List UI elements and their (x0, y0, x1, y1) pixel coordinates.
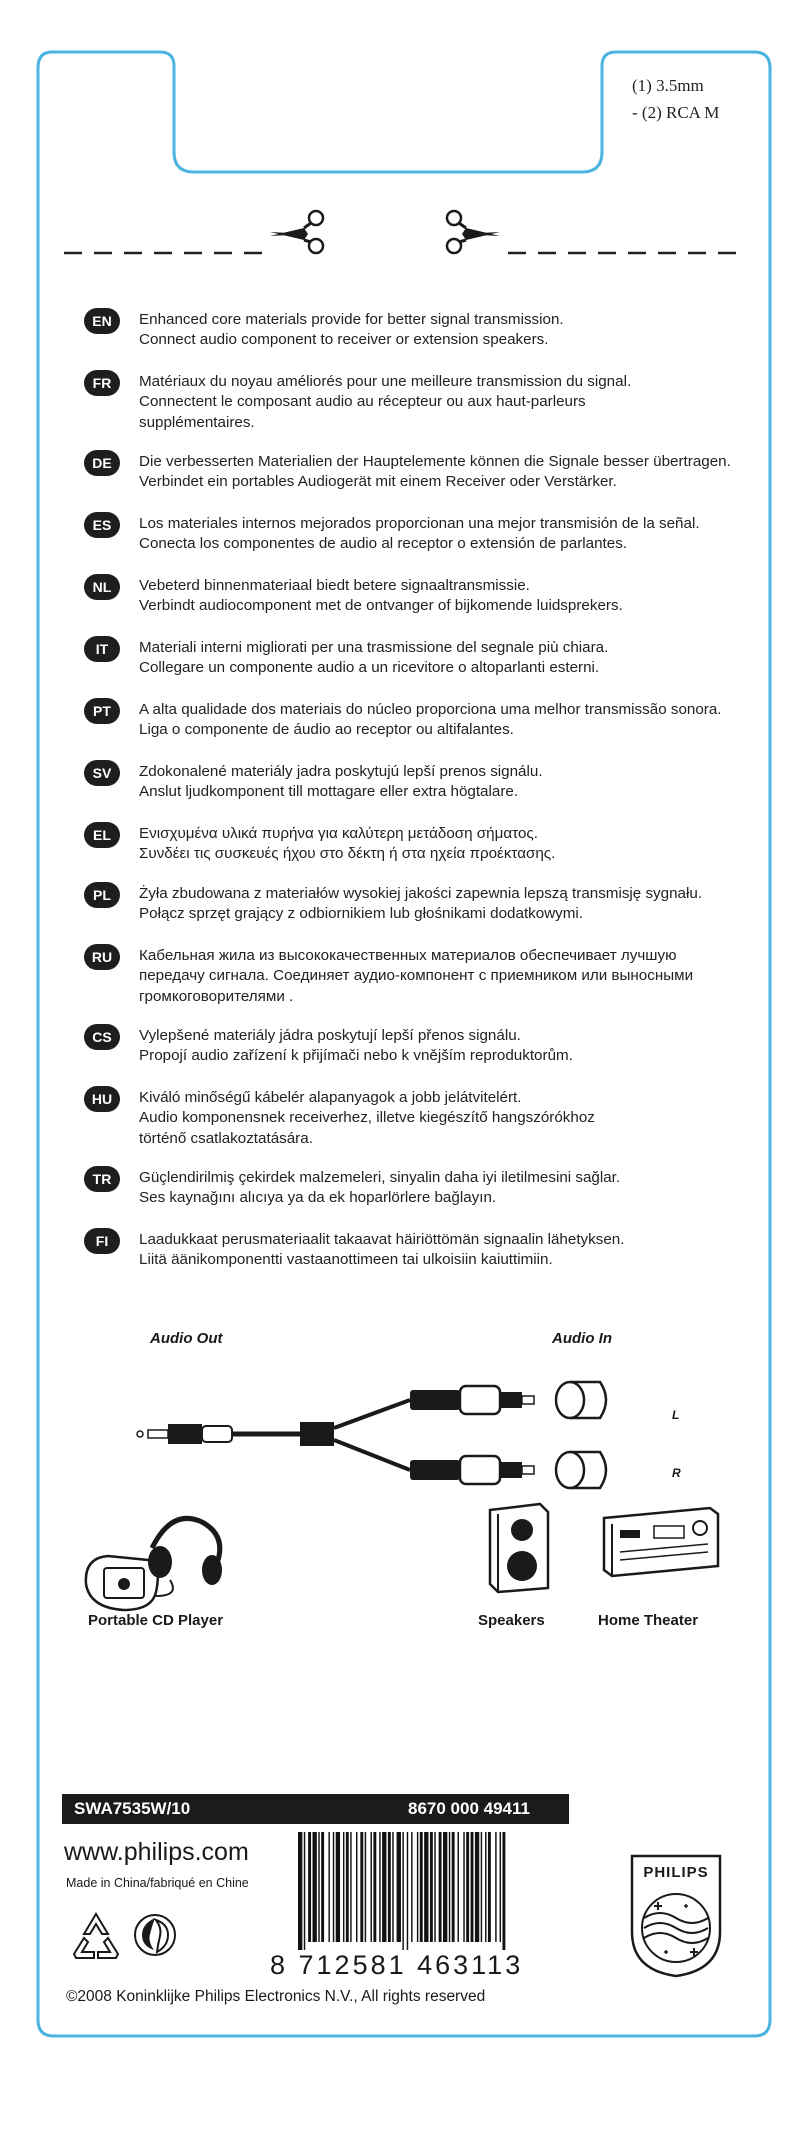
cd-player-label: Portable CD Player (88, 1612, 224, 1629)
cd-player-icon (80, 1500, 240, 1615)
language-badge: SV (84, 760, 120, 786)
barcode-bar (350, 1832, 351, 1942)
model-number: SWA7535W/10 (74, 1799, 191, 1818)
language-text (139, 1168, 779, 1209)
language-line: Połącz sprzęt grający z odbiornikiem lub głośnikami dodatkowymi. (139, 905, 584, 923)
barcode-bar (500, 1832, 501, 1942)
language-line: Connectent le composant audio au récepteur ou aux haut-parleurs (139, 393, 586, 411)
barcode-bar (495, 1832, 496, 1942)
language-text (139, 1026, 779, 1067)
barcode-bar (318, 1832, 319, 1942)
barcode-bar (402, 1832, 403, 1950)
language-text (139, 1230, 779, 1271)
made-in: Made in China/fabriqué en Chine (66, 1876, 249, 1890)
language-line: Die verbesserten Materialien der Hauptelemente können die Signale besser übertragen. (139, 453, 731, 470)
language-badge: CS (84, 1024, 120, 1050)
language-line: Vebeterd binnenmateriaal biedt betere signaaltransmissie. (139, 577, 530, 594)
language-text (139, 576, 779, 617)
y-cable-diagram (130, 1370, 690, 1500)
language-badge: ES (84, 512, 120, 538)
barcode-bar (424, 1832, 428, 1942)
brand-name: PHILIPS (643, 1864, 709, 1881)
barcode-bar (373, 1832, 376, 1942)
barcode-bar (365, 1832, 366, 1942)
barcode-bar (471, 1832, 474, 1942)
language-line: Materiali interni migliorati per una trasmissione del segnale più chiara. (139, 639, 609, 656)
language-line: Matériaux du noyau améliorés pour une meilleure transmission du signal. (139, 373, 632, 390)
barcode-bar (356, 1832, 357, 1942)
barcode-bar (371, 1832, 372, 1942)
barcode-bar (458, 1832, 459, 1942)
barcode-bar (343, 1832, 344, 1942)
language-line: передачу сигнала. Соединяет аудио-компонент с приемником или выносными (139, 967, 694, 985)
channel-r-label: R (672, 1466, 681, 1480)
barcode-bar (407, 1832, 408, 1950)
model-strip (62, 1794, 569, 1824)
barcode-bar (321, 1832, 324, 1942)
language-line: történő csatlakoztatására. (139, 1129, 313, 1147)
barcode-bar (417, 1832, 418, 1942)
hook-spec-line2: - (2) RCA M (632, 103, 720, 122)
barcode-bar (452, 1832, 455, 1942)
barcode-bar (304, 1832, 305, 1950)
language-badge: NL (84, 574, 120, 600)
cut-line (60, 205, 750, 275)
language-text (139, 372, 779, 433)
barcode-bar (313, 1832, 317, 1942)
language-line: supplémentaires. (139, 413, 255, 431)
barcode-bar (443, 1832, 447, 1942)
language-text (139, 452, 779, 493)
language-badge: EN (84, 308, 120, 334)
language-line: Verbindt audiocomponent met de ontvanger of bijkomende luidsprekers. (139, 597, 623, 615)
website: www.philips.com (64, 1838, 249, 1866)
language-badge: PT (84, 698, 120, 724)
hook-spec (632, 72, 719, 126)
language-line: громкоговорителями . (139, 987, 294, 1005)
language-line: Кабельная жила из высококачественных материалов обеспечивает лучшую (139, 947, 677, 964)
language-line: Güçlendirilmiş çekirdek malzemeleri, sinyalin daha iyi iletilmesini sağlar. (139, 1169, 621, 1186)
home-theater-icon (600, 1500, 720, 1585)
language-badge: FI (84, 1228, 120, 1254)
barcode-bar (430, 1832, 433, 1942)
language-line: Propojí audio zařízení k přijímači nebo k vnějším reproduktorům. (139, 1047, 573, 1065)
language-badge: DE (84, 450, 120, 476)
speaker-icon (486, 1500, 552, 1595)
barcode-bar (449, 1832, 450, 1942)
language-line: Enhanced core materials provide for better signal transmission. (139, 311, 564, 328)
language-text (139, 310, 779, 351)
language-text (139, 514, 779, 555)
language-text (139, 946, 779, 1007)
audio-out-label: Audio Out (150, 1330, 223, 1347)
barcode-bar (346, 1832, 349, 1942)
barcode-bar (328, 1832, 329, 1942)
barcode-bar (411, 1832, 412, 1942)
barcode-bar (360, 1832, 363, 1942)
language-badge: PL (84, 882, 120, 908)
barcode-bar (466, 1832, 469, 1942)
barcode-bar (502, 1832, 505, 1950)
barcode-bar (420, 1832, 423, 1942)
recycle-icon (68, 1910, 124, 1960)
language-line: Συνδέει τις συσκευές ήχου στο δέκτη ή στα ηχεία προέκτασης. (139, 845, 556, 863)
language-line: Los materiales internos mejorados proporcionan una mejor transmisión de la señal. (139, 515, 700, 532)
language-text (139, 1088, 779, 1149)
language-badge: FR (84, 370, 120, 396)
barcode-bar (475, 1832, 479, 1942)
scissors-icon (440, 202, 506, 256)
barcode-bar (434, 1832, 435, 1942)
green-dot-icon (132, 1912, 178, 1958)
language-line: Connect audio component to receiver or extension speakers. (139, 331, 549, 349)
audio-in-label: Audio In (552, 1330, 612, 1347)
barcode-bar (382, 1832, 386, 1942)
speakers-label: Speakers (478, 1612, 545, 1629)
language-line: Liga o componente de áudio ao receptor ou altifalantes. (139, 721, 514, 739)
barcode-bar (308, 1832, 311, 1942)
language-line: Ενισχυμένα υλικά πυρήνα για καλύτερη μετάδοση σήματος. (139, 825, 538, 842)
barcode-bar (397, 1832, 401, 1942)
philips-shield-icon (628, 1852, 724, 1980)
channel-l-label: L (672, 1408, 680, 1422)
language-line: Conecta los componentes de audio al receptor o extensión de parlantes. (139, 535, 628, 553)
barcode-bar (488, 1832, 491, 1942)
barcode-bar (333, 1832, 334, 1942)
language-text (139, 824, 779, 865)
barcode (296, 1832, 572, 1950)
language-badge: TR (84, 1166, 120, 1192)
barcode-bar (336, 1832, 340, 1942)
language-badge: RU (84, 944, 120, 970)
barcode-number: 8 712581 463113 (270, 1950, 524, 1980)
language-line: A alta qualidade dos materiais do núcleo proporciona uma melhor transmissão sonora. (139, 701, 722, 718)
barcode-bar (388, 1832, 391, 1942)
language-line: Ses kaynağını alıcıya ya da ek hoparlörlere bağlayın. (139, 1189, 497, 1207)
language-line: Kiváló minőségű kábelér alapanyagok a jobb jelátvitelért. (139, 1089, 522, 1106)
barcode-bar (463, 1832, 464, 1942)
language-line: Vylepšené materiály jádra poskytují lepší přenos signálu. (139, 1027, 521, 1044)
barcode-bar (481, 1832, 482, 1942)
language-line: Audio komponensnek receiverhez, illetve kiegészítő hangszórókhoz (139, 1109, 595, 1127)
language-line: Zdokonalené materiály jadra poskytujú lepší prenos signálu. (139, 763, 543, 780)
language-text (139, 638, 779, 679)
scissors-icon (264, 202, 330, 256)
philips-logo (628, 1852, 724, 1980)
barcode-bar (298, 1832, 302, 1950)
language-line: Collegare un componente audio a un ricevitore o altoparlanti esterni. (139, 659, 600, 677)
language-text (139, 884, 779, 925)
language-badge: EL (84, 822, 120, 848)
language-line: Liitä äänikomponentti vastaanottimeen tai ulkoisiin kaiuttimiin. (139, 1251, 553, 1269)
barcode-bar (485, 1832, 486, 1942)
barcode-bar (379, 1832, 380, 1942)
product-code: 8670 000 49411 (408, 1799, 530, 1818)
language-line: Żyła zbudowana z materiałów wysokiej jakości zapewnia lepszą transmisję sygnału. (139, 885, 703, 902)
language-text (139, 762, 779, 803)
barcode-bar (439, 1832, 442, 1942)
language-line: Anslut ljudkomponent till mottagare eller extra högtalare. (139, 783, 519, 801)
language-text (139, 700, 779, 741)
language-line: Verbindet ein portables Audiogerät mit einem Receiver oder Verstärker. (139, 473, 617, 491)
home-theater-label: Home Theater (598, 1612, 699, 1629)
language-badge: HU (84, 1086, 120, 1112)
language-badge: IT (84, 636, 120, 662)
copyright: ©2008 Koninklijke Philips Electronics N.V., All rights reserved (66, 1988, 486, 2005)
hook-spec-line1: (1) 3.5mm (632, 76, 704, 95)
barcode-bar (392, 1832, 393, 1942)
language-line: Laadukkaat perusmateriaalit takaavat häiriöttömän signaalin lähetyksen. (139, 1231, 625, 1248)
